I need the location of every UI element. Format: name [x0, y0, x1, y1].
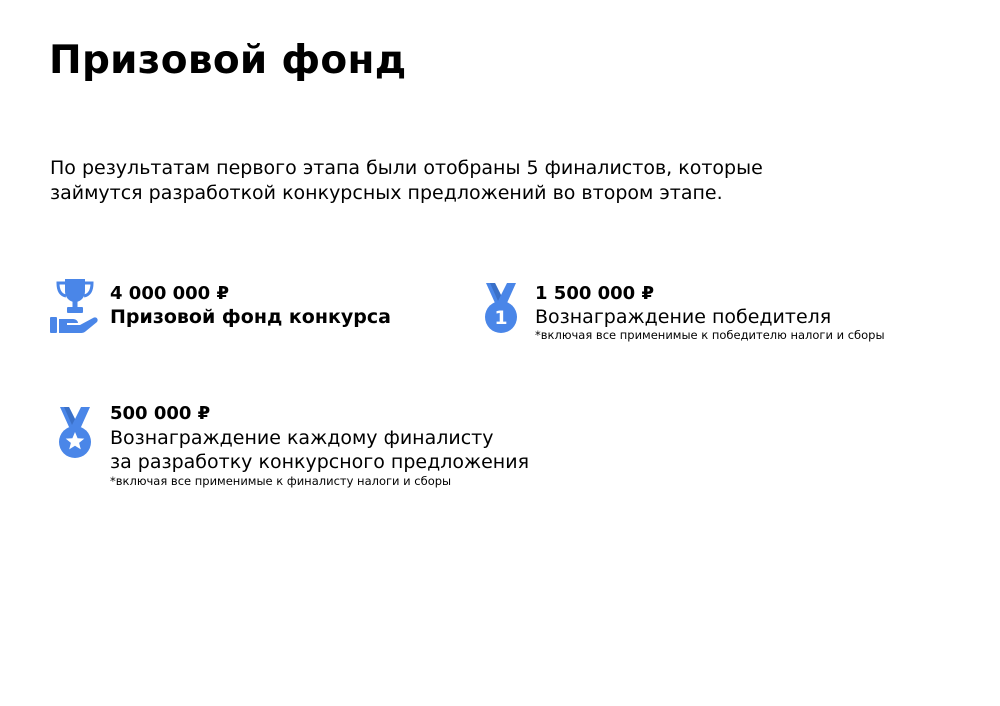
intro-line-2: займутся разработкой конкурсных предложений во втором этапе.: [50, 182, 723, 204]
finalist-prize-note: *включая все применимые к финалисту налоги и сборы: [110, 474, 452, 488]
winner-prize-label: Вознаграждение победителя: [535, 306, 832, 328]
winner-prize-note: *включая все применимые к победителю налоги и сборы: [535, 328, 885, 342]
medal-first-place-icon: [481, 281, 521, 339]
prize-fund-label: Призовой фонд конкурса: [110, 306, 391, 328]
finalist-prize-amount: 500 000 ₽: [110, 403, 211, 424]
page-title: Призовой фонд: [49, 38, 407, 83]
intro-text: [50, 156, 880, 206]
svg-text:1: 1: [494, 307, 508, 329]
intro-line-1: По результатам первого этапа были отобраны 5 финалистов, которые: [50, 157, 763, 179]
winner-prize-amount: 1 500 000 ₽: [535, 283, 654, 304]
medal-star-icon: [55, 405, 95, 463]
finalist-prize-label-line-2: за разработку конкурсного предложения: [110, 451, 529, 473]
finalist-prize-label-line-1: Вознаграждение каждому финалисту: [110, 427, 494, 449]
prize-fund-amount: 4 000 000 ₽: [110, 283, 229, 304]
trophy-hand-icon: [49, 277, 101, 339]
